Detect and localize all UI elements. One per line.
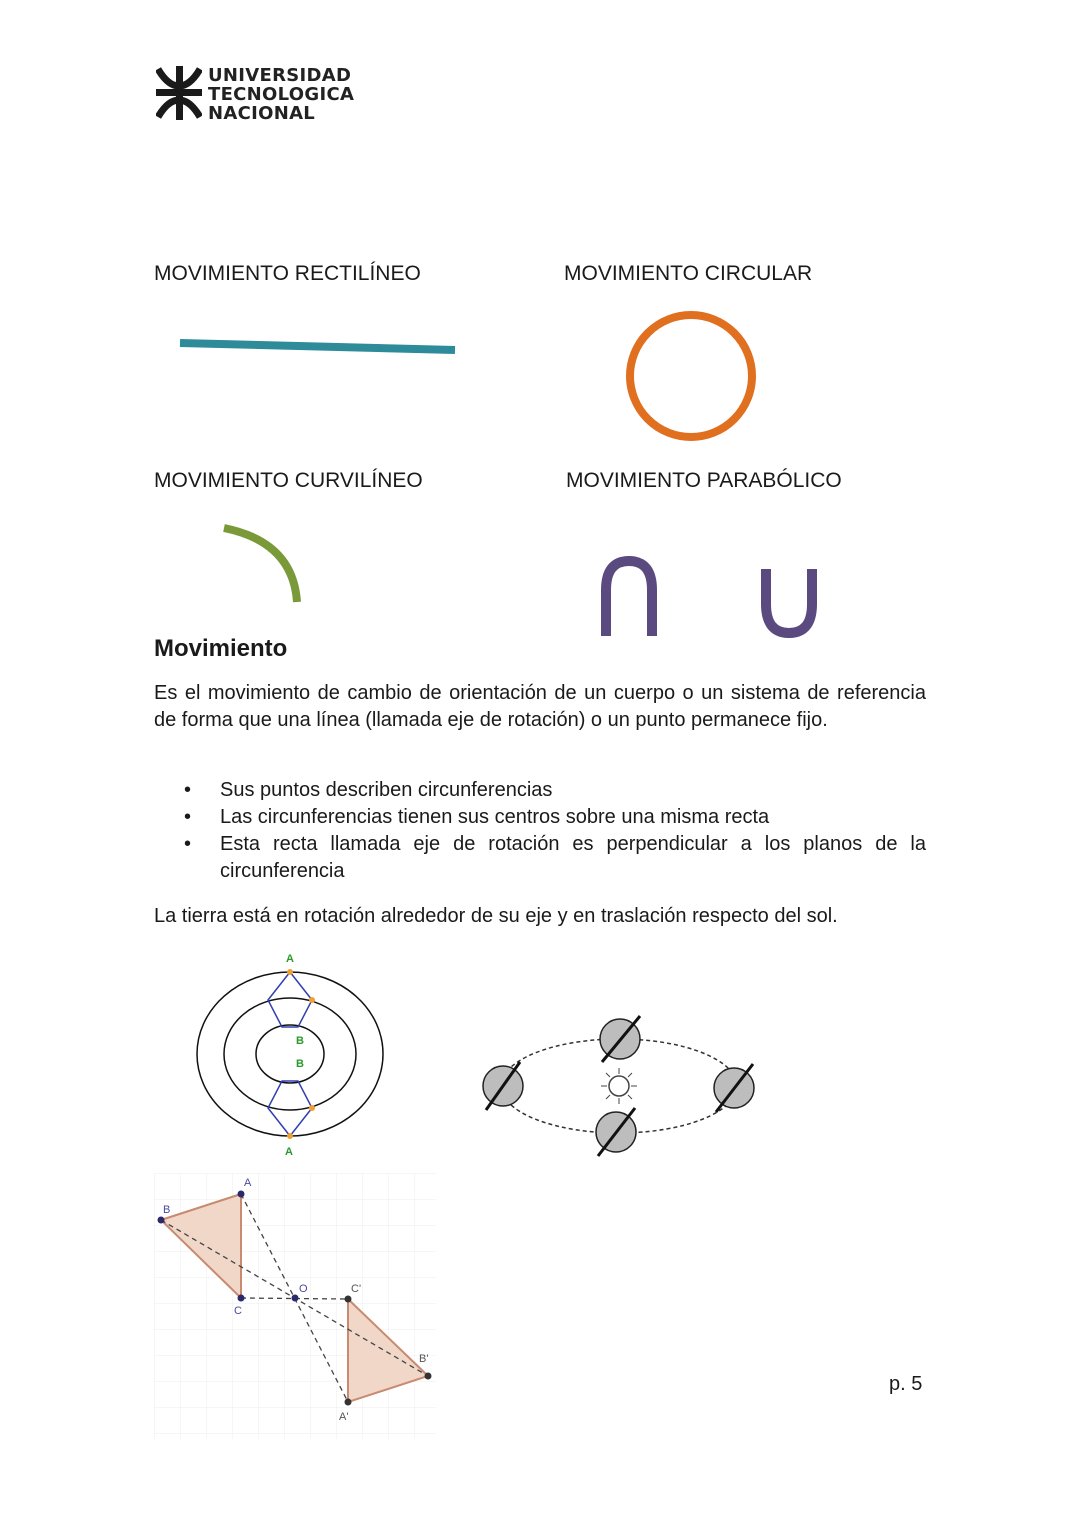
- rotation-rings-figure: [190, 950, 390, 1160]
- list-item: • Esta recta llamada eje de rotación es perpendicular a los planos de la circunferencia: [154, 831, 926, 885]
- sym-label-c: C: [234, 1305, 242, 1317]
- page-number: p. 5: [889, 1373, 923, 1395]
- parabola-arch: [606, 561, 652, 636]
- earth-icon: [600, 1016, 640, 1062]
- caption-parabolic: MOVIMIENTO PARABÓLICO: [566, 469, 842, 492]
- parabola-valley: [766, 569, 812, 633]
- curvilinear-arc: [224, 528, 297, 602]
- caption-rectilinear: MOVIMIENTO RECTILÍNEO: [154, 262, 421, 285]
- motion-illustrations: [0, 0, 1080, 660]
- closing-paragraph: La tierra está en rotación alrededor de su eje y en traslación respecto del sol.: [154, 905, 838, 927]
- earth-icon: [714, 1064, 754, 1112]
- earth-icon: [483, 1062, 523, 1110]
- earth-orbit-figure: [474, 1012, 764, 1162]
- caption-circular: MOVIMIENTO CIRCULAR: [564, 262, 813, 285]
- sym-label-b: B: [163, 1204, 171, 1216]
- list-item: • Las circunferencias tienen sus centros sobre una misma recta: [154, 804, 926, 831]
- section-title: Movimiento: [154, 635, 288, 662]
- logo-line-3: NACIONAL: [208, 103, 316, 124]
- list-item: • Sus puntos describen circunferencias: [154, 777, 926, 804]
- sym-label-a-prime: A': [339, 1411, 349, 1423]
- property-list: [154, 777, 926, 885]
- point-symmetry-figure: [154, 1173, 436, 1439]
- ring-label-inner-lower: B: [296, 1058, 304, 1070]
- logo-line-2: TECNOLOGICA: [208, 84, 355, 105]
- logo-line-1: UNIVERSIDAD: [208, 65, 352, 86]
- circular-circle: [630, 315, 752, 437]
- sym-label-b-prime: B': [419, 1353, 429, 1365]
- sym-label-o: O: [299, 1283, 308, 1295]
- sym-label-c-prime: C': [351, 1283, 362, 1295]
- sun-icon: [601, 1068, 637, 1104]
- ring-label-inner-upper: B: [296, 1035, 304, 1047]
- caption-curvilinear: MOVIMIENTO CURVILÍNEO: [154, 469, 423, 492]
- ring-label-bottom: A: [285, 1146, 293, 1158]
- earth-icon: [596, 1108, 636, 1156]
- ring-label-top: A: [286, 953, 294, 965]
- rectilinear-line: [180, 343, 455, 350]
- definition-paragraph: Es el movimiento de cambio de orientación de un cuerpo o un sistema de referencia de forma que una línea (llamada eje de rotación) o un punto permanece fijo.: [154, 682, 926, 731]
- sym-label-a: A: [244, 1177, 252, 1189]
